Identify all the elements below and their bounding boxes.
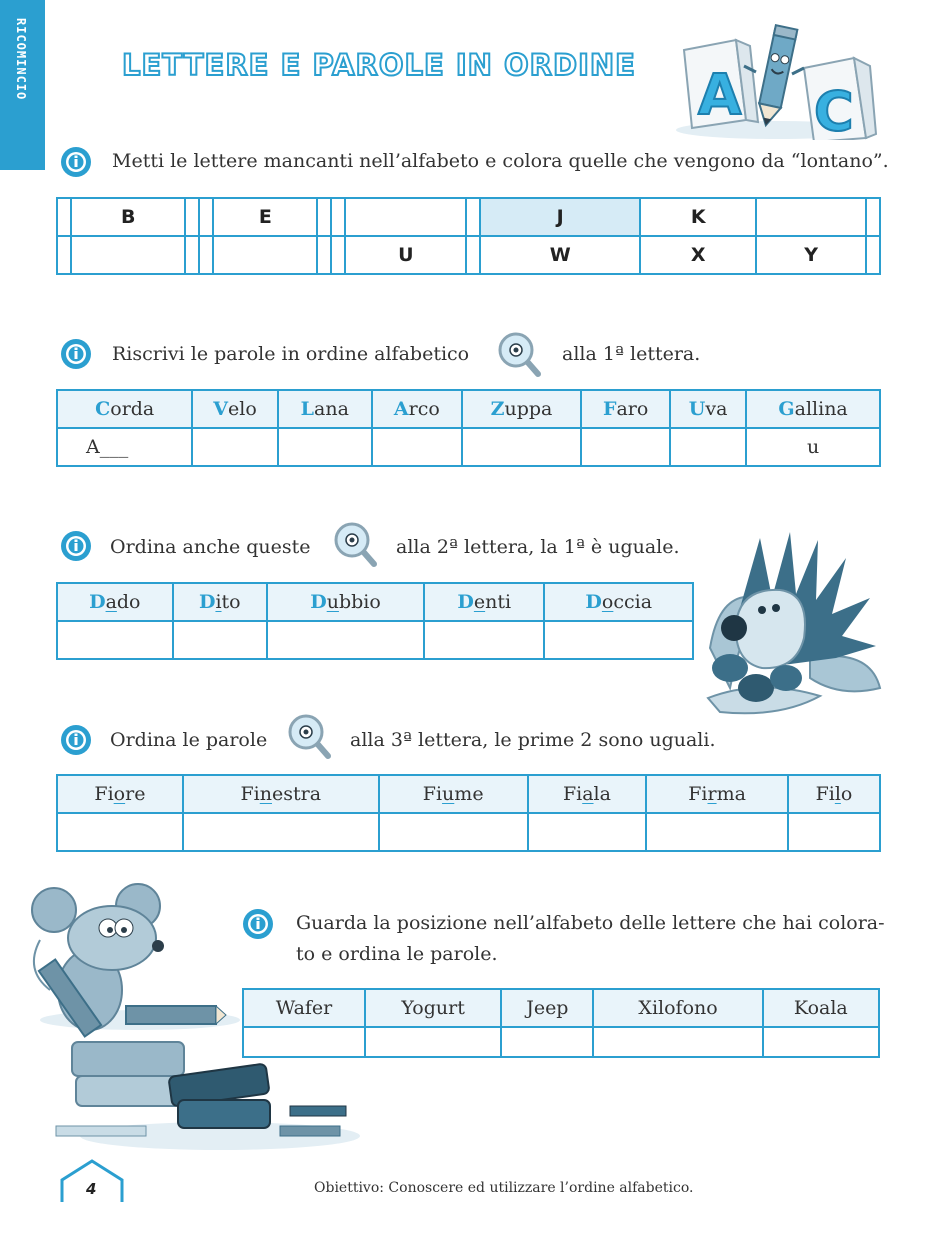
word-cell: Uva bbox=[670, 390, 746, 428]
exercise4-words-row bbox=[57, 775, 880, 813]
answer-cell[interactable] bbox=[379, 813, 528, 851]
exercise2-answer-row bbox=[57, 428, 880, 466]
page-number: 4 bbox=[86, 1180, 97, 1198]
exercise5-words-row bbox=[243, 989, 879, 1027]
answer-cell[interactable] bbox=[192, 428, 277, 466]
word-cell: Koala bbox=[763, 989, 879, 1027]
answer-cell[interactable] bbox=[243, 1027, 365, 1057]
word-cell: Yogurt bbox=[365, 989, 501, 1027]
alphabet-cell[interactable] bbox=[317, 198, 331, 236]
exercise2-table bbox=[56, 389, 881, 467]
alphabet-table bbox=[56, 197, 881, 275]
alphabet-cell[interactable] bbox=[756, 198, 866, 236]
answer-cell[interactable] bbox=[501, 1027, 593, 1057]
word-cell: Dubbio bbox=[267, 583, 424, 621]
alphabet-row-2 bbox=[57, 236, 880, 274]
answer-cell[interactable] bbox=[183, 813, 379, 851]
footer-objective: Obiettivo: Conoscere ed utilizzare l’ordine alfabetico. bbox=[314, 1180, 694, 1196]
alphabet-cell[interactable]: X bbox=[640, 236, 756, 274]
alphabet-cell[interactable] bbox=[71, 236, 186, 274]
word-cell: Doccia bbox=[544, 583, 693, 621]
alphabet-cell[interactable] bbox=[57, 198, 71, 236]
exercise3-instruction: Ordina anche queste bbox=[110, 536, 311, 558]
answer-cell[interactable] bbox=[57, 621, 173, 659]
alphabet-cell[interactable] bbox=[185, 198, 199, 236]
word-cell: Jeep bbox=[501, 989, 593, 1027]
info-icon bbox=[60, 146, 92, 178]
svg-text:C: C bbox=[814, 80, 854, 140]
answer-cell[interactable] bbox=[173, 621, 267, 659]
exercise5-instruction-line1: Guarda la posizione nell’alfabeto delle lettere che hai colora- bbox=[296, 912, 885, 934]
side-tab-label: RICOMINCIO bbox=[14, 18, 28, 101]
word-cell: Gallina bbox=[746, 390, 880, 428]
answer-cell[interactable]: u bbox=[746, 428, 880, 466]
answer-cell[interactable] bbox=[462, 428, 582, 466]
magnifier-icon bbox=[286, 712, 336, 762]
exercise5-answer-row bbox=[243, 1027, 879, 1057]
info-icon bbox=[60, 724, 92, 756]
word-cell: Filo bbox=[788, 775, 880, 813]
answer-cell[interactable] bbox=[424, 621, 544, 659]
exercise4-answer-row bbox=[57, 813, 880, 851]
alphabet-cell[interactable] bbox=[466, 198, 480, 236]
magnifier-icon bbox=[332, 520, 382, 570]
info-icon bbox=[60, 530, 92, 562]
hedgehog-illustration bbox=[700, 528, 884, 718]
alphabet-cell[interactable] bbox=[57, 236, 71, 274]
exercise3-words-row bbox=[57, 583, 693, 621]
answer-cell[interactable] bbox=[646, 813, 788, 851]
alphabet-cell[interactable]: K bbox=[640, 198, 756, 236]
word-cell: Xilofono bbox=[593, 989, 762, 1027]
word-cell: Velo bbox=[192, 390, 277, 428]
page-title: LETTERE E PAROLE IN ORDINE bbox=[122, 48, 636, 82]
exercise3-instruction-end: alla 2ª lettera, la 1ª è uguale. bbox=[396, 536, 680, 558]
alphabet-cell[interactable] bbox=[331, 236, 345, 274]
word-cell: Dado bbox=[57, 583, 173, 621]
word-cell: Lana bbox=[278, 390, 372, 428]
alphabet-cell[interactable] bbox=[866, 236, 880, 274]
alphabet-cell[interactable] bbox=[866, 198, 880, 236]
word-cell: Firma bbox=[646, 775, 788, 813]
alphabet-cell[interactable] bbox=[317, 236, 331, 274]
word-cell: Fiore bbox=[57, 775, 183, 813]
word-cell: Corda bbox=[57, 390, 192, 428]
answer-cell[interactable] bbox=[788, 813, 880, 851]
word-cell: Finestra bbox=[183, 775, 379, 813]
exercise3-answer-row bbox=[57, 621, 693, 659]
alphabet-cell[interactable] bbox=[331, 198, 345, 236]
word-cell: Arco bbox=[372, 390, 462, 428]
alphabet-cell[interactable] bbox=[345, 198, 466, 236]
answer-cell[interactable] bbox=[581, 428, 670, 466]
alphabet-cell[interactable]: B bbox=[71, 198, 186, 236]
answer-cell[interactable] bbox=[593, 1027, 762, 1057]
alphabet-cell[interactable]: W bbox=[480, 236, 640, 274]
alphabet-cell[interactable]: Y bbox=[756, 236, 866, 274]
alphabet-cell-highlighted[interactable]: J bbox=[480, 198, 640, 236]
word-cell: Fiala bbox=[528, 775, 647, 813]
alphabet-cell[interactable] bbox=[185, 236, 199, 274]
info-icon bbox=[60, 338, 92, 370]
exercise1-instruction: Metti le lettere mancanti nell’alfabeto e colora quelle che vengono da “lontano”. bbox=[112, 150, 889, 172]
word-cell: Wafer bbox=[243, 989, 365, 1027]
answer-cell[interactable] bbox=[278, 428, 372, 466]
alphabet-cell[interactable] bbox=[213, 236, 317, 274]
side-tab bbox=[0, 0, 45, 170]
exercise3-table bbox=[56, 582, 694, 660]
exercise4-table bbox=[56, 774, 881, 852]
answer-cell[interactable] bbox=[372, 428, 462, 466]
answer-cell[interactable] bbox=[267, 621, 424, 659]
alphabet-cell[interactable]: U bbox=[345, 236, 466, 274]
alphabet-cell[interactable] bbox=[199, 198, 213, 236]
exercise4-instruction-end: alla 3ª lettera, le prime 2 sono uguali. bbox=[350, 729, 716, 751]
exercise2-instruction-end: alla 1ª lettera. bbox=[562, 343, 701, 365]
svg-text:A: A bbox=[698, 63, 742, 128]
answer-cell[interactable] bbox=[365, 1027, 501, 1057]
answer-cell[interactable] bbox=[763, 1027, 879, 1057]
word-cell: Faro bbox=[581, 390, 670, 428]
exercise5-instruction-line2: to e ordina le parole. bbox=[296, 943, 498, 965]
word-cell: Denti bbox=[424, 583, 544, 621]
exercise2-words-row bbox=[57, 390, 880, 428]
word-cell: Zuppa bbox=[462, 390, 582, 428]
answer-cell[interactable] bbox=[670, 428, 746, 466]
word-cell: Fiume bbox=[379, 775, 528, 813]
exercise5-table bbox=[242, 988, 880, 1058]
alphabet-row-1 bbox=[57, 198, 880, 236]
answer-cell[interactable] bbox=[528, 813, 647, 851]
alphabet-cell[interactable] bbox=[199, 236, 213, 274]
alphabet-cell[interactable] bbox=[466, 236, 480, 274]
answer-cell[interactable]: A___ bbox=[57, 428, 192, 466]
answer-cell[interactable] bbox=[57, 813, 183, 851]
abc-blocks-illustration bbox=[676, 22, 882, 140]
magnifier-icon bbox=[496, 330, 546, 380]
info-icon bbox=[242, 908, 274, 940]
exercise4-instruction: Ordina le parole bbox=[110, 729, 268, 751]
word-cell: Dito bbox=[173, 583, 267, 621]
answer-cell[interactable] bbox=[544, 621, 693, 659]
exercise2-instruction: Riscrivi le parole in ordine alfabetico bbox=[112, 343, 470, 365]
alphabet-cell[interactable]: E bbox=[213, 198, 317, 236]
